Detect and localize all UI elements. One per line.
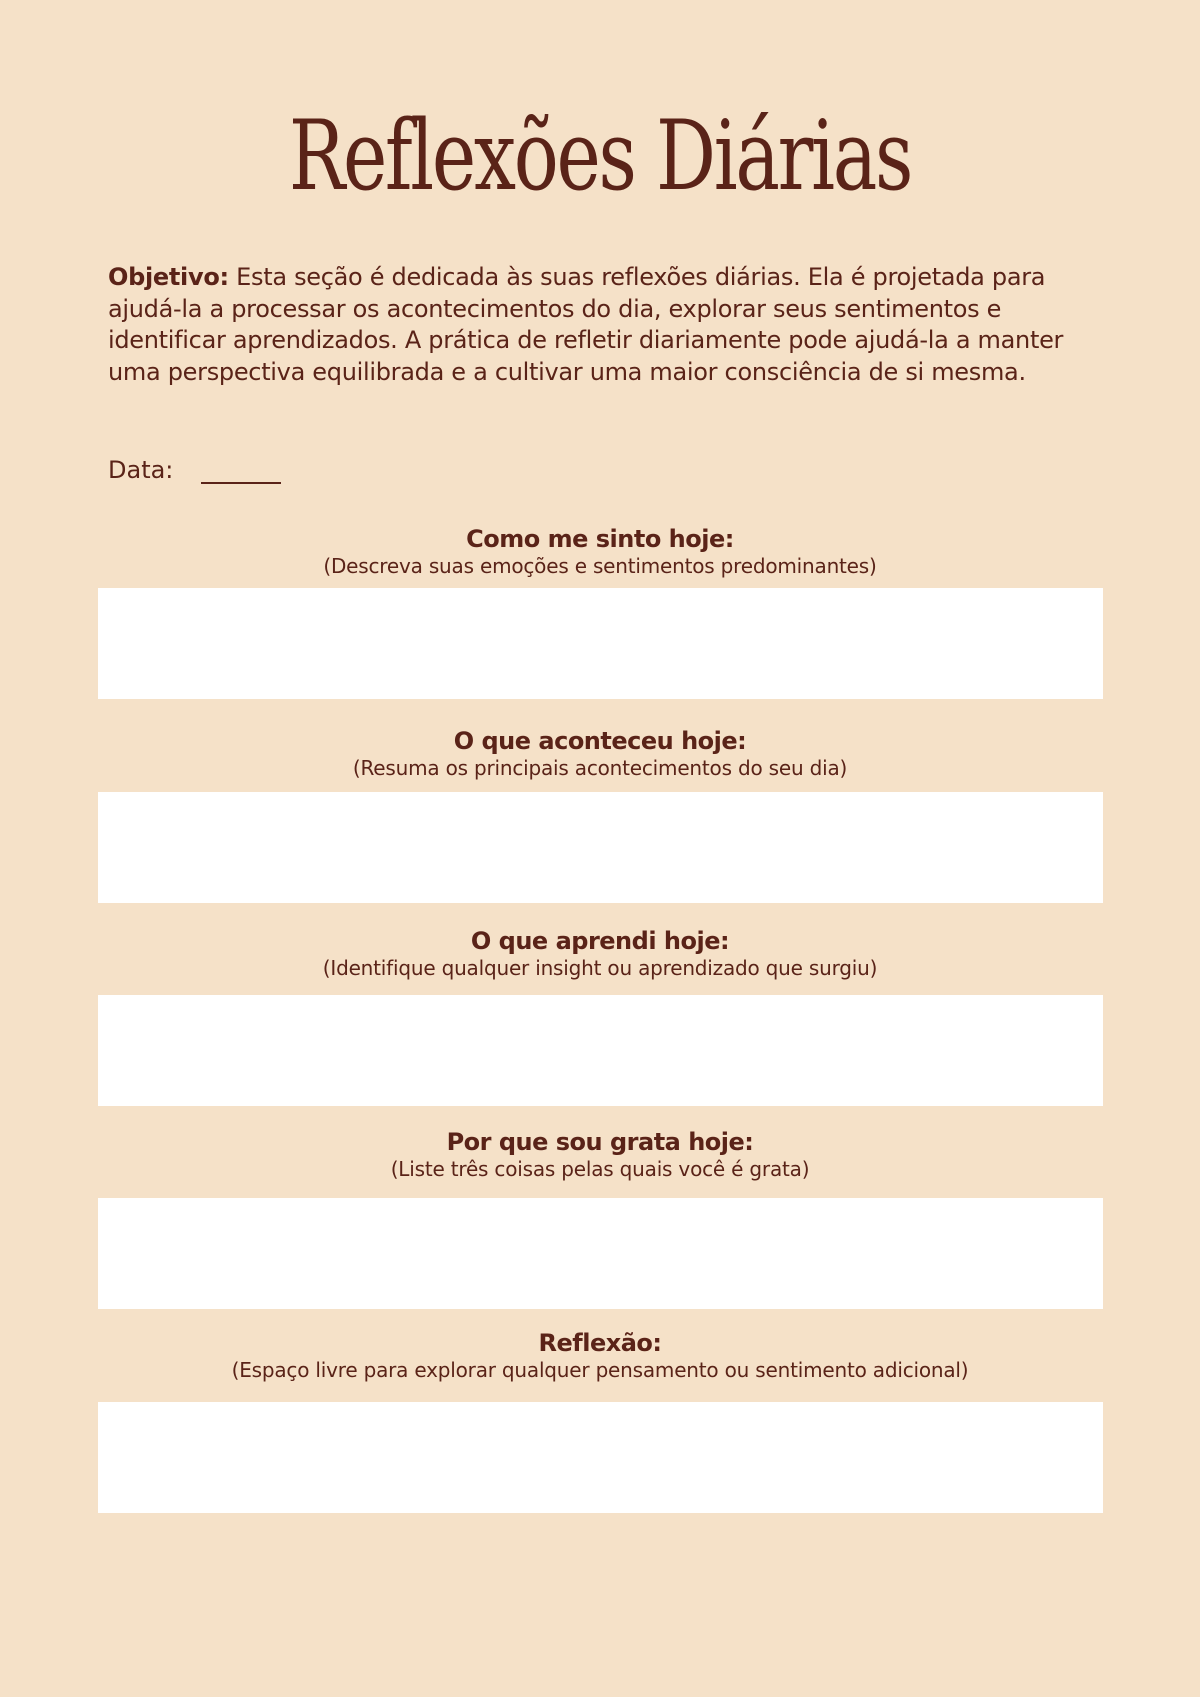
objective-paragraph [108,262,1108,388]
section-events [0,726,1200,780]
section-heading: O que aconteceu hoje: [453,727,747,755]
section-heading: Reflexão: [538,1329,662,1357]
section-feelings [0,524,1200,578]
section-subtitle: (Resuma os principais acontecimentos do seu dia) [352,756,848,780]
section-heading: O que aprendi hoje: [470,927,730,955]
section-subtitle: (Liste três coisas pelas quais você é grata) [390,1157,810,1181]
objective-label: Objetivo: [108,263,229,291]
date-field[interactable] [201,462,281,484]
section-reflection [0,1328,1200,1382]
section-heading: Como me sinto hoje: [466,525,734,553]
feelings-writing-box[interactable] [98,588,1103,699]
date-row [108,456,281,484]
reflection-writing-box[interactable] [98,1402,1103,1513]
learnings-writing-box[interactable] [98,995,1103,1106]
section-subtitle: (Identifique qualquer insight ou aprendizado que surgiu) [322,956,878,980]
page-title: Reflexões Diárias [288,100,912,212]
events-writing-box[interactable] [98,792,1103,903]
section-learnings [0,926,1200,980]
date-label: Data: [108,456,174,484]
section-subtitle: (Descreva suas emoções e sentimentos predominantes) [323,554,877,578]
section-subtitle: (Espaço livre para explorar qualquer pensamento ou sentimento adicional) [231,1358,969,1382]
objective-text: Esta seção é dedicada às suas reflexões diárias. Ela é projetada para ajudá-la a processar os acontecimentos do dia, explorar seus sentimentos e identificar aprendizados. A prática de refletir diariamente pode ajudá-la a manter uma perspectiva equilibrada e a cultivar uma maior consciência de si mesma. [108,263,1064,386]
gratitude-writing-box[interactable] [98,1198,1103,1309]
section-gratitude [0,1127,1200,1181]
section-heading: Por que sou grata hoje: [446,1128,754,1156]
